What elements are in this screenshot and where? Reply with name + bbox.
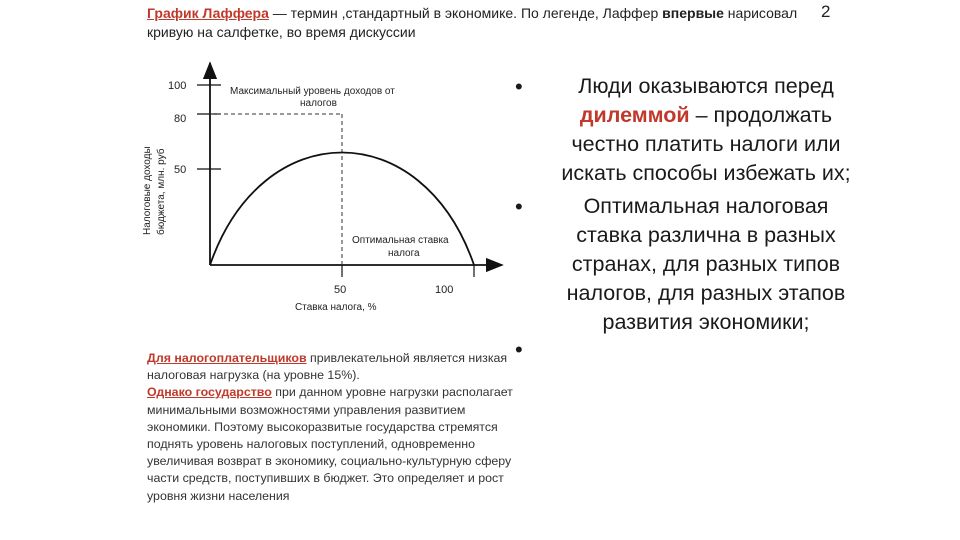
bullet-item-optimal-rate (515, 192, 935, 337)
bullet1-post: – продолжать честно платить налоги или искать способы избежать их; (561, 103, 851, 185)
y-axis-label-line1: Налоговые доходы (142, 146, 153, 235)
intro-text-2: нарисовал кривую на салфетке, во время дискуссии (147, 5, 798, 40)
max-revenue-label-line1: Максимальный уровень доходов от (230, 86, 395, 97)
bullet-dot-icon: • (515, 74, 523, 99)
taxpayers-highlight: Для налогоплательщиков (147, 351, 307, 365)
laffer-curve-diagram (130, 55, 510, 325)
notes-paragraph (147, 350, 517, 505)
y-tick-label-80: 80 (174, 113, 187, 125)
notes-text-1: привлекательной является низкая налоговая нагрузка (на уровне 15%). (147, 351, 508, 383)
max-revenue-label-line2: налогов (300, 98, 337, 109)
intro-paragraph (147, 4, 817, 42)
bullet-dot-icon: • (515, 194, 523, 219)
bullet-list (515, 72, 935, 364)
bullet1-pre: Люди оказываются перед (578, 74, 834, 98)
empty-bullet-dot-icon: • (515, 337, 523, 362)
intro-emphasis: впервые (662, 5, 724, 21)
bullet-item-dilemma (515, 72, 935, 188)
x-axis-label: Ставка налога, % (295, 302, 377, 313)
dilemma-highlight: дилеммой (579, 103, 690, 127)
notes-text-2: при данном уровне нагрузки располагает минимальными возможностями управления развитием экономики. Поэтому высокоразвитые государства стремятся поднять уровень налоговых поступлений, одновременно увеличивая возврат в экономику, социально-культурную сферу части средств, поступивших в бюджет. Это определяет и рост уровня жизни населения (147, 385, 513, 503)
term-highlight: График Лаффера (147, 5, 269, 21)
y-tick-label-100: 100 (168, 80, 187, 92)
y-tick-label-50: 50 (174, 164, 187, 176)
intro-text-1: — термин ,стандартный в экономике. По легенде, Лаффер (268, 5, 663, 21)
y-axis-label-line2: бюджета, млн. руб (156, 148, 167, 235)
state-highlight: Однако государство (147, 385, 272, 400)
bullet-text: Оптимальная налоговая ставка различна в разных странах, для разных типов налогов, для разных этапов развития экономики; (566, 194, 846, 334)
page-number: 2 (821, 2, 831, 21)
x-tick-label-100: 100 (435, 284, 454, 296)
optimal-rate-label-line2: налога (388, 248, 420, 259)
x-tick-label-50: 50 (334, 284, 347, 296)
bullet-text (551, 72, 935, 188)
optimal-rate-label-line1: Оптимальная ставка (352, 235, 449, 246)
